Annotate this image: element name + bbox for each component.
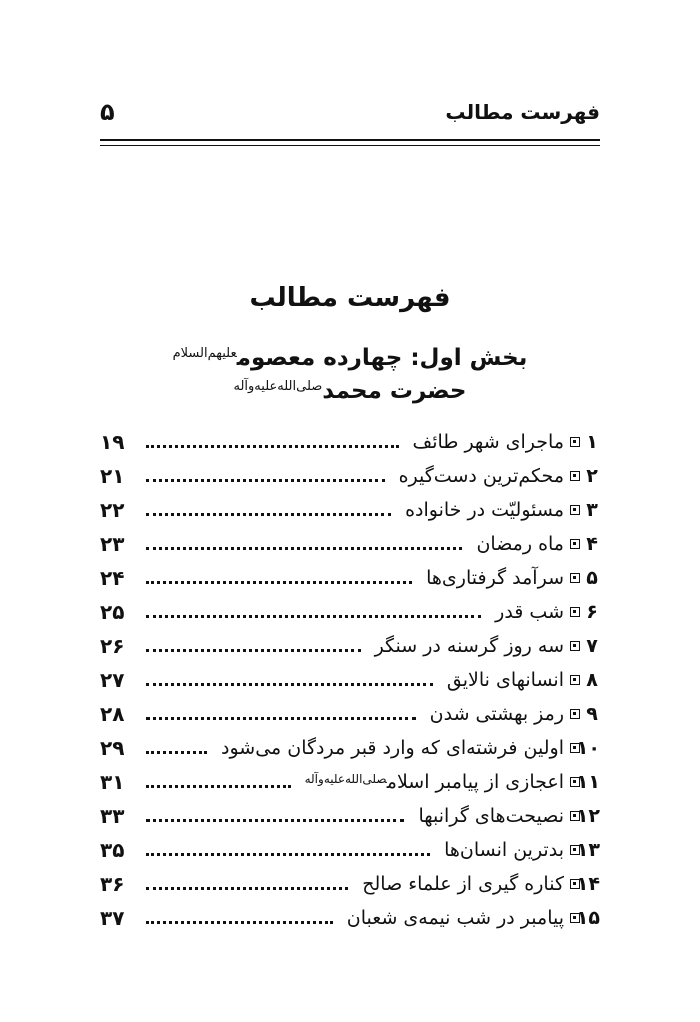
square-bullet-icon [570,437,580,447]
toc-entry-number: ۷ [586,635,598,657]
toc-entry[interactable] [100,527,600,561]
dot-leader [146,853,430,856]
square-bullet-icon [570,505,580,515]
toc-entry-number: ۱۵ [576,907,600,929]
toc-entry[interactable] [100,731,600,765]
toc-entry-page: ۲۷ [100,668,125,692]
toc-entry[interactable] [100,833,600,867]
section-title-text: بخش اول: چهارده معصوم [236,345,528,371]
section-title [0,345,700,371]
dot-leader [146,547,462,550]
dot-leader [146,717,416,720]
toc-entry-page: ۳۶ [100,872,125,896]
toc-entry-label: رمز بهشتی شدن [429,703,564,725]
header-rule-thin [100,145,600,146]
dot-leader [146,751,207,754]
toc-entry-label: سه روز گرسنه در سنگر [374,635,564,657]
toc-entry-label: سرآمد گرفتاری‌ها [426,567,564,589]
dot-leader [146,445,399,448]
toc-entry-label-text: اعجازی از پیامبر اسلام [386,771,564,793]
toc-entry-page: ۱۹ [100,430,125,454]
square-bullet-icon [570,709,580,719]
toc-entry-number: ۵ [586,567,598,589]
toc-entry[interactable] [100,765,600,799]
toc-entry-number: ۱۲ [576,805,600,827]
square-bullet-icon [570,675,580,685]
subsection-honorific: صلی‌الله‌علیه‌وآله [233,379,323,394]
toc-entry-page: ۲۴ [100,566,125,590]
dot-leader [146,479,385,482]
dot-leader [146,785,291,788]
toc-entry-page: ۲۵ [100,600,125,624]
page-number: ۵ [100,98,115,126]
square-bullet-icon [570,641,580,651]
toc-entry-number: ۱۱ [576,771,600,793]
toc-entry[interactable] [100,901,600,935]
toc-list [100,425,600,935]
toc-entry-number: ۶ [586,601,598,623]
subsection-title [0,378,700,404]
toc-entry-page: ۲۶ [100,634,125,658]
toc-entry-number: ۱ [586,431,598,453]
square-bullet-icon [570,743,580,753]
toc-entry-page: ۲۲ [100,498,125,522]
dot-leader [146,887,348,890]
toc-entry-page: ۳۳ [100,804,125,828]
toc-entry-label: اولین فرشته‌ای که وارد قبر مردگان می‌شود [221,737,564,759]
toc-entry-page: ۳۷ [100,906,125,930]
toc-entry[interactable] [100,629,600,663]
toc-entry-label: مسئولیّت در خانواده [405,499,564,521]
square-bullet-icon [570,471,580,481]
toc-entry-label: بدترین انسان‌ها [444,839,564,861]
toc-entry-label: ماجرای شهر طائف [412,431,564,453]
square-bullet-icon [570,539,580,549]
toc-entry-label: کناره گیری از علماء صالح [362,873,564,895]
toc-entry-number: ۹ [586,703,598,725]
toc-entry-number: ۸ [586,669,598,691]
square-bullet-icon [570,811,580,821]
running-header-title: فهرست مطالب [445,100,600,124]
running-header [100,100,600,132]
toc-entry-number: ۱۴ [576,873,600,895]
toc-entry[interactable] [100,561,600,595]
square-bullet-icon [570,913,580,923]
toc-entry-label: نصیحت‌های گرانبها [418,805,564,827]
toc-entry-label: انسانهای نالایق [446,669,564,691]
square-bullet-icon [570,573,580,583]
square-bullet-icon [570,845,580,855]
toc-entry-label [297,771,564,793]
toc-entry[interactable] [100,595,600,629]
toc-entry[interactable] [100,425,600,459]
toc-entry[interactable] [100,697,600,731]
dot-leader [146,513,391,516]
subsection-title-text: حضرت محمد [322,378,467,404]
toc-entry-page: ۳۱ [100,770,125,794]
toc-entry-label: شب قدر [495,601,564,623]
toc-entry-label: پیامبر در شب نیمه‌ی شعبان [346,907,564,929]
dot-leader [146,819,404,822]
toc-entry-number: ۴ [586,533,598,555]
toc-entry-number: ۱۳ [576,839,600,861]
dot-leader [146,649,361,652]
dot-leader [146,683,433,686]
toc-entry-page: ۳۵ [100,838,125,862]
toc-entry[interactable] [100,663,600,697]
toc-title: فهرست مطالب [249,283,451,313]
toc-entry-number: ۱۰ [576,737,600,759]
dot-leader [146,615,481,618]
entry-honorific: صلی‌الله‌علیه‌وآله [304,772,387,786]
square-bullet-icon [570,607,580,617]
toc-entry-number: ۲ [586,465,598,487]
toc-entry-label: ماه رمضان [476,533,564,555]
toc-entry-page: ۲۹ [100,736,125,760]
toc-entry[interactable] [100,493,600,527]
header-rule-thick [100,139,600,141]
square-bullet-icon [570,879,580,889]
square-bullet-icon [570,777,580,787]
toc-entry-number: ۳ [586,499,598,521]
toc-entry[interactable] [100,459,600,493]
section-honorific: علیهم‌السلام [172,346,237,361]
dot-leader [146,581,412,584]
toc-entry[interactable] [100,799,600,833]
toc-entry[interactable] [100,867,600,901]
toc-entry-page: ۲۸ [100,702,125,726]
dot-leader [146,921,333,924]
toc-entry-page: ۲۱ [100,464,125,488]
toc-entry-label: محکم‌ترین دست‌گیره [398,465,564,487]
toc-entry-page: ۲۳ [100,532,125,556]
